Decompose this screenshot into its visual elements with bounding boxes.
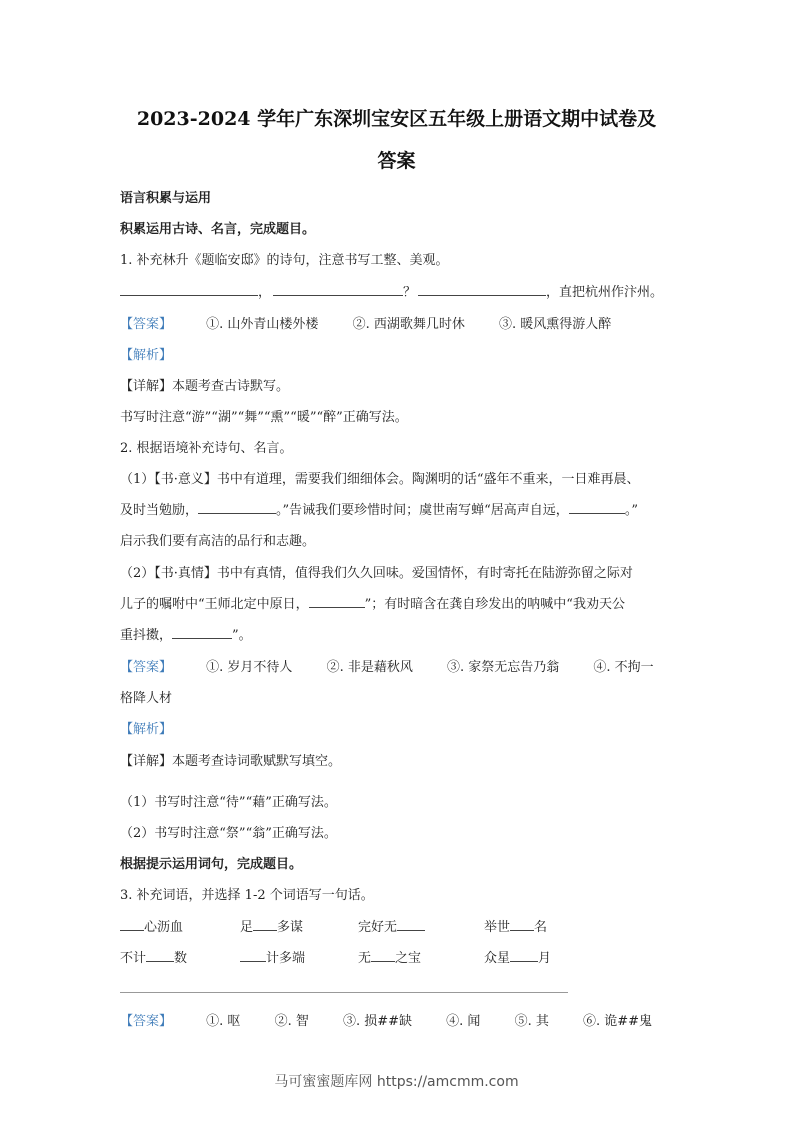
fill-blank — [510, 918, 534, 931]
question-2-para2-line2: 儿子的嘱咐中“王师北定中原日， ”；有时暗含在龚自珍发出的呐喊中“我劝天公 — [120, 597, 625, 612]
fill-blank — [569, 501, 625, 514]
analysis-label: 【解析】 — [120, 722, 173, 737]
answer-item: ②. 非是藉秋风 — [326, 660, 413, 675]
answer-item: ②. 西湖歌舞几时休 — [352, 317, 465, 332]
word-item: 众星 月 — [484, 951, 552, 966]
fill-blank — [120, 283, 258, 296]
note-text: （2）书写时注意“祭”“翁”正确写法。 — [120, 826, 337, 841]
question-2-para1-line2: 及时当勉励， 。”告诫我们要珍惜时间；虞世南写蝉“居高声自远， 。” — [120, 503, 638, 518]
answer-item: ⑥. 诡##鬼 — [582, 1014, 653, 1029]
fill-blank — [240, 949, 266, 962]
word-item: 心沥血 — [120, 916, 183, 935]
word-item: 举世 名 — [484, 920, 548, 935]
answer-item: ①. 岁月不待人 — [206, 660, 293, 675]
word-item: 不计 数 — [120, 951, 188, 966]
answer-item: ③. 损##缺 — [342, 1014, 413, 1029]
question-2-stem: 2. 根据语境补充诗句、名言。 — [120, 441, 293, 456]
footer-watermark: 马可蜜蜜题库网 https://amcmm.com — [274, 1074, 519, 1090]
answer-item: ④. 闻 — [446, 1014, 481, 1029]
question-3-stem: 3. 补充词语，并选择 1-2 个词语写一句话。 — [120, 888, 374, 903]
word-item: 足 多谋 — [240, 920, 304, 935]
fill-blank — [371, 949, 395, 962]
fill-blank — [309, 595, 365, 608]
punctuation: ？ — [403, 285, 417, 300]
answer-item: ⑤. 其 — [514, 1014, 549, 1029]
answer-item: ①. 山外青山楼外楼 — [206, 317, 319, 332]
fill-blank — [273, 283, 403, 296]
fill-blank — [397, 918, 425, 931]
writing-line — [120, 992, 568, 993]
answer-item: ④. 不拘一 — [593, 660, 654, 675]
punctuation: ， — [258, 285, 272, 300]
section-heading: 根据提示运用词句，完成题目。 — [120, 857, 303, 872]
question-1-stem: 1. 补充林升《题临安邸》的诗句，注意书写工整、美观。 — [120, 253, 449, 268]
section-heading: 语言积累与运用 — [120, 191, 212, 206]
answer-item: ③. 家祭无忘告乃翁 — [446, 660, 560, 675]
answer-item: ③. 暖风熏得游人醉 — [498, 317, 612, 332]
word-item: 计多端 — [240, 947, 305, 966]
question-2-para2-line1: （2）【书·真情】书中有真情，值得我们久久回味。爱国情怀，有时寄托在陆游弥留之际对 — [120, 566, 633, 581]
document-title-line2: 答案 — [377, 150, 416, 172]
question-1-answer — [120, 313, 611, 332]
fill-blank — [172, 626, 232, 639]
word-item: 无 之宝 — [358, 951, 422, 966]
fill-blank — [120, 918, 144, 931]
question-1-blanks — [120, 281, 663, 300]
detail-text: 【详解】本题考查古诗默写。 — [120, 379, 290, 394]
fill-blank — [510, 949, 538, 962]
answer-continuation: 格降人材 — [120, 691, 173, 706]
answer-label: 【答案】 — [120, 1014, 173, 1029]
answer-label: 【答案】 — [120, 660, 173, 675]
analysis-label: 【解析】 — [120, 348, 173, 363]
word-item: 完好无 — [358, 916, 425, 935]
question-2-para1-line3: 启示我们要有高洁的品行和志趣。 — [120, 534, 316, 549]
note-text: 书写时注意“游”“湖”“舞”“熏”“暖”“醉”正确写法。 — [120, 410, 408, 425]
question-2-para1-line1: （1）【书·意义】书中有道理，需要我们细细体会。陶渊明的话“盛年不重来，一日难再晨、 — [120, 472, 640, 487]
document-title-line1: 2023-2024 学年广东深圳宝安区五年级上册语文期中试卷及 — [136, 108, 657, 130]
answer-label: 【答案】 — [120, 317, 173, 332]
question-2-para2-line3: 重抖擞， ”。 — [120, 628, 252, 643]
fill-blank — [198, 501, 276, 514]
note-text: （1）书写时注意“待”“藉”正确写法。 — [120, 795, 337, 810]
poem-tail: ，直把杭州作汴州。 — [546, 285, 664, 300]
answer-item: ②. 智 — [274, 1014, 309, 1029]
fill-blank — [253, 918, 277, 931]
section-subheading: 积累运用古诗、名言，完成题目。 — [120, 222, 316, 237]
question-3-answer — [120, 1010, 652, 1029]
question-2-answer — [120, 656, 654, 675]
detail-text: 【详解】本题考查诗词歌赋默写填空。 — [120, 754, 342, 769]
answer-item: ①. 呕 — [206, 1014, 241, 1029]
fill-blank — [418, 283, 546, 296]
fill-blank — [146, 949, 174, 962]
